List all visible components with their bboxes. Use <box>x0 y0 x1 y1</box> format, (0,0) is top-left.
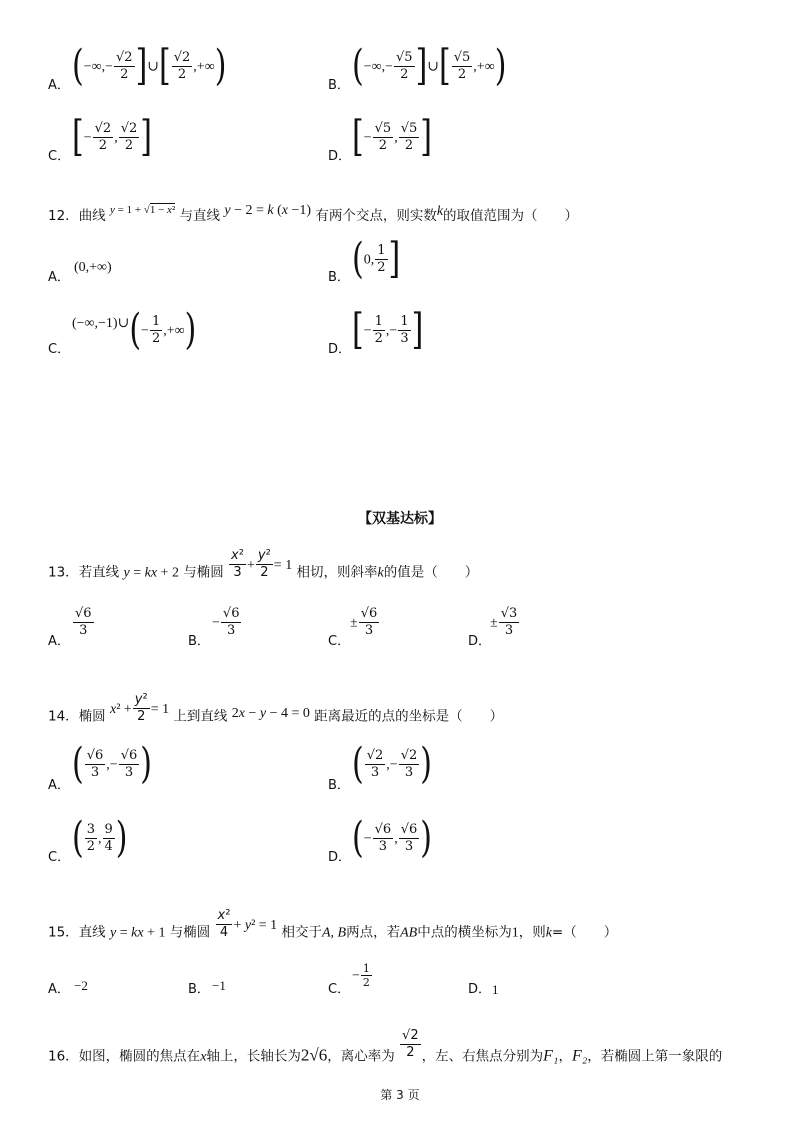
q15-option-d-label: D． <box>468 982 492 997</box>
q15-option-a-math: −2 <box>74 978 88 993</box>
q14-option-c-label: C． <box>48 850 71 865</box>
q13-stem: 13．若直线 y = kx + 2 与椭圆 $\frac{\text{x²}}{3}$ + $\frac{\text{y²}}{2}$ = 1 相切，则斜率k的值是（ ） <box>48 548 479 581</box>
q13-option-b-label: B． <box>188 634 210 649</box>
q11-option-d-math: [− $\frac{√5}{2}$ , $\frac{√5}{2}$ ] <box>352 112 432 162</box>
q14-option-d-label: D． <box>328 850 352 865</box>
q14-option-c-math: ( $\frac{3}{2}$ , $\frac{9}{4}$ ) <box>72 813 128 863</box>
q13-option-c-math: ± $\frac{√6}{3}$ <box>350 606 378 638</box>
q16-stem: 16．如图，椭圆的焦点在x轴上，长轴长为2√6，离心率为 $\frac{√2}{2}$ ，左、右焦点分别为F₁，F₂，若椭圆上第一象限的 <box>48 1028 723 1065</box>
q12-option-d-label: D． <box>328 342 352 357</box>
q15-option-d-math: 1 <box>492 982 499 997</box>
q14-option-a-math: ( $\frac{√6}{3}$ ,− $\frac{√6}{3}$ ) <box>72 739 152 789</box>
q13-option-d-math: ± $\frac{√3}{3}$ <box>490 606 518 638</box>
section-title: 【双基达标】 <box>358 511 442 527</box>
q13-option-a-math: $\frac{√6}{3}$ <box>75 606 92 638</box>
q12-option-a-label: A． <box>48 270 70 285</box>
q11-option-c-math: [− $\frac{√2}{2}$ , $\frac{√2}{2}$ ] <box>72 112 152 162</box>
q15-option-b-label: B． <box>188 982 210 997</box>
q13-option-c-label: C． <box>328 634 351 649</box>
q11-option-c-label: C． <box>48 149 71 164</box>
q15-stem: 15．直线 y = kx + 1 与椭圆 $\frac{\text{x²}}{4}$ + y² = 1 相交于A, B两点，若AB中点的横坐标为1，则k=（ ） <box>48 908 618 941</box>
q12-option-a-math: (0,+∞) <box>74 260 112 275</box>
q15-option-c-label: C． <box>328 982 351 997</box>
q11-option-a-label: A． <box>48 78 70 93</box>
q15-option-a-label: A． <box>48 982 70 997</box>
q12-option-c-label: C． <box>48 342 71 357</box>
q12-option-d-math: [− $\frac{1}{2}$ ,− $\frac{1}{3}$ ] <box>352 305 424 355</box>
q15-option-b-math: −1 <box>212 978 226 993</box>
q12-option-c-math: (−∞,−1)∪(− $\frac{1}{2}$ ,+∞) <box>72 305 197 355</box>
q14-option-b-label: B． <box>328 778 350 793</box>
page-footer: 第 3 页 <box>380 1088 420 1102</box>
q11-option-b-math: (−∞,− $\frac{√5}{2}$ ]∪[ $\frac{√5}{2}$ ,+∞) <box>352 41 507 91</box>
q13-option-d-label: D． <box>468 634 492 649</box>
q14-option-b-math: ( $\frac{√2}{3}$ ,− $\frac{√2}{3}$ ) <box>352 739 432 789</box>
q11-option-a-math: (−∞,− $\frac{√2}{2}$ ]∪[ $\frac{√2}{2}$ ,+∞) <box>72 41 227 91</box>
q14-stem: 14．椭圆 x² + $\frac{\text{y²}}{2}$ = 1 上到直线 2x − y − 4 = 0 距离最近的点的坐标是（ ） <box>48 692 504 725</box>
q14-option-a-label: A． <box>48 778 70 793</box>
q13-option-b-math: − $\frac{√6}{3}$ <box>212 606 240 638</box>
q12-option-b-label: B． <box>328 270 350 285</box>
q12-option-b-math: (0, $\frac{1}{2}$ ] <box>352 234 401 284</box>
q15-option-c-math: − $\frac{1}{2}$ <box>352 962 370 989</box>
q14-option-d-math: (− $\frac{√6}{3}$ , $\frac{√6}{3}$ ) <box>352 813 432 863</box>
q11-option-b-label: B． <box>328 78 350 93</box>
q13-option-a-label: A． <box>48 634 70 649</box>
q11-option-d-label: D． <box>328 149 352 164</box>
q12-stem: 12．曲线 $^{y = 1 + √1 - x^2}$ 与直线 y − 2 = k (x −1) 有两个交点，则实数k的取值范围为（ ） <box>48 203 579 224</box>
